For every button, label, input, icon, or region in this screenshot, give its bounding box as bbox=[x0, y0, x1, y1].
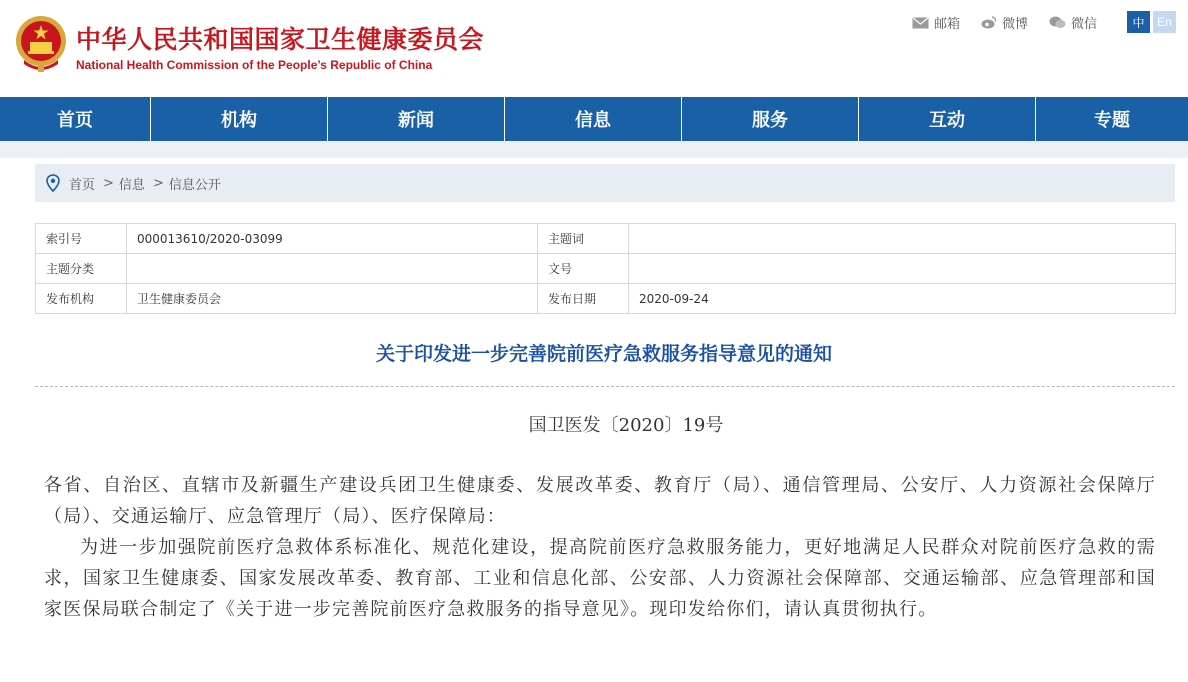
breadcrumb-separator: > bbox=[152, 175, 164, 191]
weibo-label: 微博 bbox=[1002, 17, 1029, 32]
lang-zh-button[interactable]: 中 bbox=[1127, 11, 1150, 33]
table-row bbox=[36, 224, 1176, 254]
breadcrumb-disclosure[interactable]: 信息公开 bbox=[168, 177, 221, 193]
nav-sub-bar bbox=[0, 141, 1188, 158]
breadcrumb-separator: > bbox=[103, 175, 114, 191]
nav-item-information[interactable]: 信息 bbox=[505, 97, 682, 141]
index-label: 索引号 bbox=[36, 224, 127, 254]
main-nav bbox=[0, 97, 1188, 141]
docno-label: 文号 bbox=[538, 254, 629, 284]
breadcrumb-information[interactable]: 信息 bbox=[118, 177, 145, 193]
keyword-value bbox=[629, 224, 1176, 254]
body-paragraph: 为进一步加强院前医疗急救体系标准化、规范化建设，提高院前医疗急救服务能力，更好地满足人民群众对院前医疗急救的需求，国家卫生健康委、国家发展改革委、教育部、工业和信息化部、公安部、人力资源社会保障部、交通运输部、应急管理部和国家医保局联合制定了《关于进一步完善院前医疗急救服务的指导意见》。现印发给你们，请认真贯彻执行。 bbox=[44, 537, 1156, 620]
wechat-link[interactable] bbox=[1049, 13, 1097, 32]
date-value: 2020-09-24 bbox=[629, 284, 1176, 314]
breadcrumb-home[interactable]: 首页 bbox=[69, 177, 96, 193]
nav-item-home[interactable]: 首页 bbox=[0, 97, 151, 141]
document-number: 国卫医发〔2020〕19号 bbox=[528, 415, 724, 436]
weibo-link[interactable] bbox=[981, 13, 1028, 32]
nav-item-organization[interactable]: 机构 bbox=[151, 97, 328, 141]
national-emblem-icon[interactable] bbox=[14, 14, 68, 74]
title-divider bbox=[35, 386, 1175, 387]
article-body bbox=[44, 470, 1156, 625]
lang-en-button[interactable]: En bbox=[1153, 11, 1176, 33]
docno-value bbox=[629, 254, 1176, 284]
table-row bbox=[36, 284, 1176, 314]
top-links bbox=[912, 13, 1118, 32]
site-header bbox=[0, 0, 1188, 97]
category-label: 主题分类 bbox=[36, 254, 127, 284]
nav-item-news[interactable]: 新闻 bbox=[328, 97, 505, 141]
publisher-value: 卫生健康委员会 bbox=[127, 284, 538, 314]
date-label: 发布日期 bbox=[538, 284, 629, 314]
site-title-en[interactable]: National Health Commission of the People’s Republic of China bbox=[76, 58, 433, 72]
publisher-label: 发布机构 bbox=[36, 284, 127, 314]
category-value bbox=[127, 254, 538, 284]
document-meta-table bbox=[35, 223, 1176, 314]
breadcrumb bbox=[35, 164, 1175, 202]
mail-link[interactable] bbox=[912, 13, 960, 32]
weibo-icon bbox=[981, 16, 997, 29]
site-title-cn[interactable]: 中华人民共和国国家卫生健康委员会 bbox=[76, 25, 485, 54]
nav-item-interaction[interactable]: 互动 bbox=[859, 97, 1036, 141]
table-row bbox=[36, 254, 1176, 284]
index-value: 000013610/2020-03099 bbox=[127, 224, 538, 254]
addressee-paragraph: 各省、自治区、直辖市及新疆生产建设兵团卫生健康委、发展改革委、教育厅（局）、通信管理局、公安厅、人力资源社会保障厅（局）、交通运输厅、应急管理厅（局）、医疗保障局： bbox=[44, 475, 1156, 527]
keyword-label: 主题词 bbox=[538, 224, 629, 254]
mail-label: 邮箱 bbox=[934, 17, 961, 32]
nav-item-services[interactable]: 服务 bbox=[682, 97, 859, 141]
mail-icon bbox=[912, 17, 929, 29]
article-title: 关于印发进一步完善院前医疗急救服务指导意见的通知 bbox=[375, 343, 832, 365]
nav-item-topics[interactable]: 专题 bbox=[1094, 110, 1130, 131]
wechat-icon bbox=[1049, 16, 1066, 29]
location-pin-icon bbox=[46, 174, 60, 192]
wechat-label: 微信 bbox=[1071, 17, 1098, 32]
